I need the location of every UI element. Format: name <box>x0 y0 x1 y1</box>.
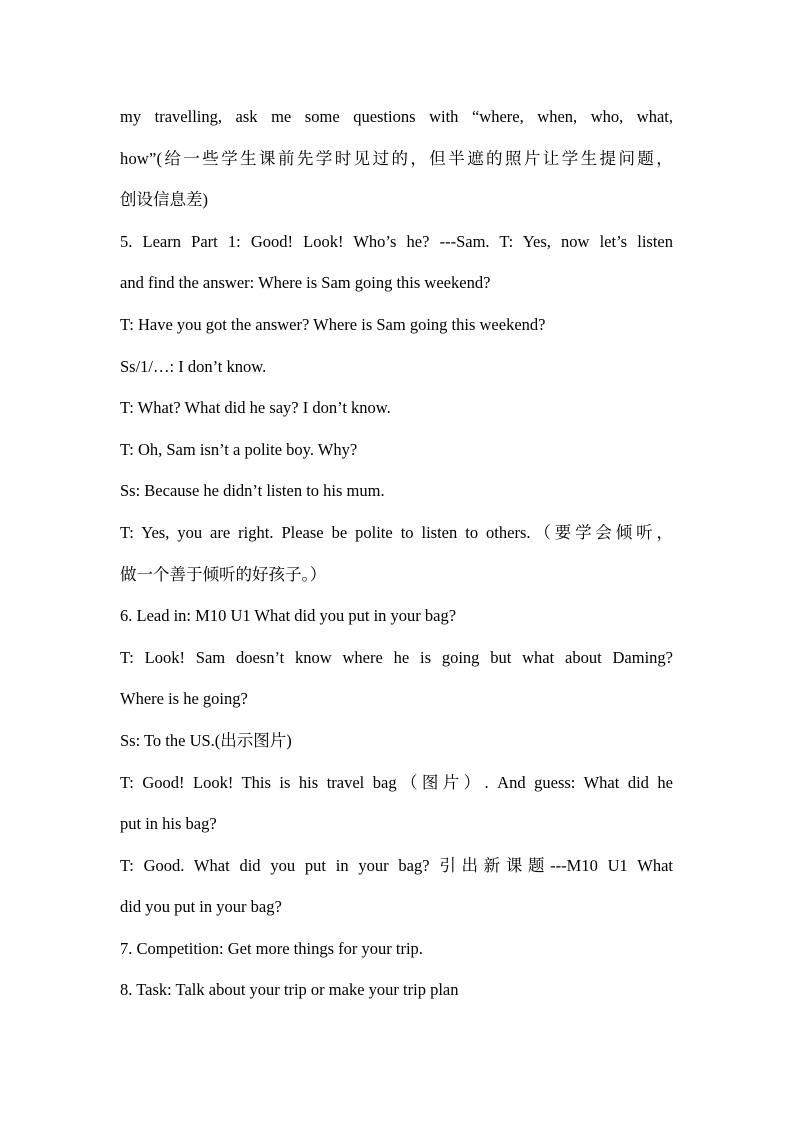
text-line-12: 做一个善于倾听的好孩子。） <box>120 564 327 584</box>
text-line-4: 5. Learn Part 1: Good! Look! Who’s he? ---Sam. T: Yes, now let’s listen <box>120 231 673 251</box>
document-body <box>120 96 673 1011</box>
text-line-15: Where is he going? <box>120 689 248 709</box>
text-line-5: and find the answer: Where is Sam going this weekend? <box>120 273 491 293</box>
text-line-16: Ss: To the US.(出示图片) <box>120 730 292 750</box>
text-line-11: T: Yes, you are right. Please be polite to listen to others.（要学会倾听， <box>120 522 673 542</box>
text-line-22: 8. Task: Talk about your trip or make your trip plan <box>120 980 459 1000</box>
text-line-14: T: Look! Sam doesn’t know where he is going but what about Daming? <box>120 647 673 667</box>
text-line-2: how”(给一些学生课前先学时见过的，但半遮的照片让学生提问题， <box>120 148 673 168</box>
text-line-18: put in his bag? <box>120 814 217 834</box>
text-line-13: 6. Lead in: M10 U1 What did you put in your bag? <box>120 606 457 626</box>
text-line-19: T: Good. What did you put in your bag? 引出新课题---M10 U1 What <box>120 855 673 875</box>
text-line-9: T: Oh, Sam isn’t a polite boy. Why? <box>120 439 358 459</box>
text-line-20: did you put in your bag? <box>120 897 282 917</box>
text-line-8: T: What? What did he say? I don’t know. <box>120 398 391 418</box>
text-line-1: my travelling, ask me some questions with “where, when, who, what, <box>120 107 673 126</box>
text-line-6: T: Have you got the answer? Where is Sam going this weekend? <box>120 314 546 334</box>
text-line-10: Ss: Because he didn’t listen to his mum. <box>120 481 385 501</box>
text-line-21: 7. Competition: Get more things for your trip. <box>120 938 423 958</box>
text-line-7: Ss/1/…: I don’t know. <box>120 356 267 376</box>
text-line-3: 创设信息差) <box>120 190 208 210</box>
text-line-17: T: Good! Look! This is his travel bag（图片）. And guess: What did he <box>120 772 673 792</box>
